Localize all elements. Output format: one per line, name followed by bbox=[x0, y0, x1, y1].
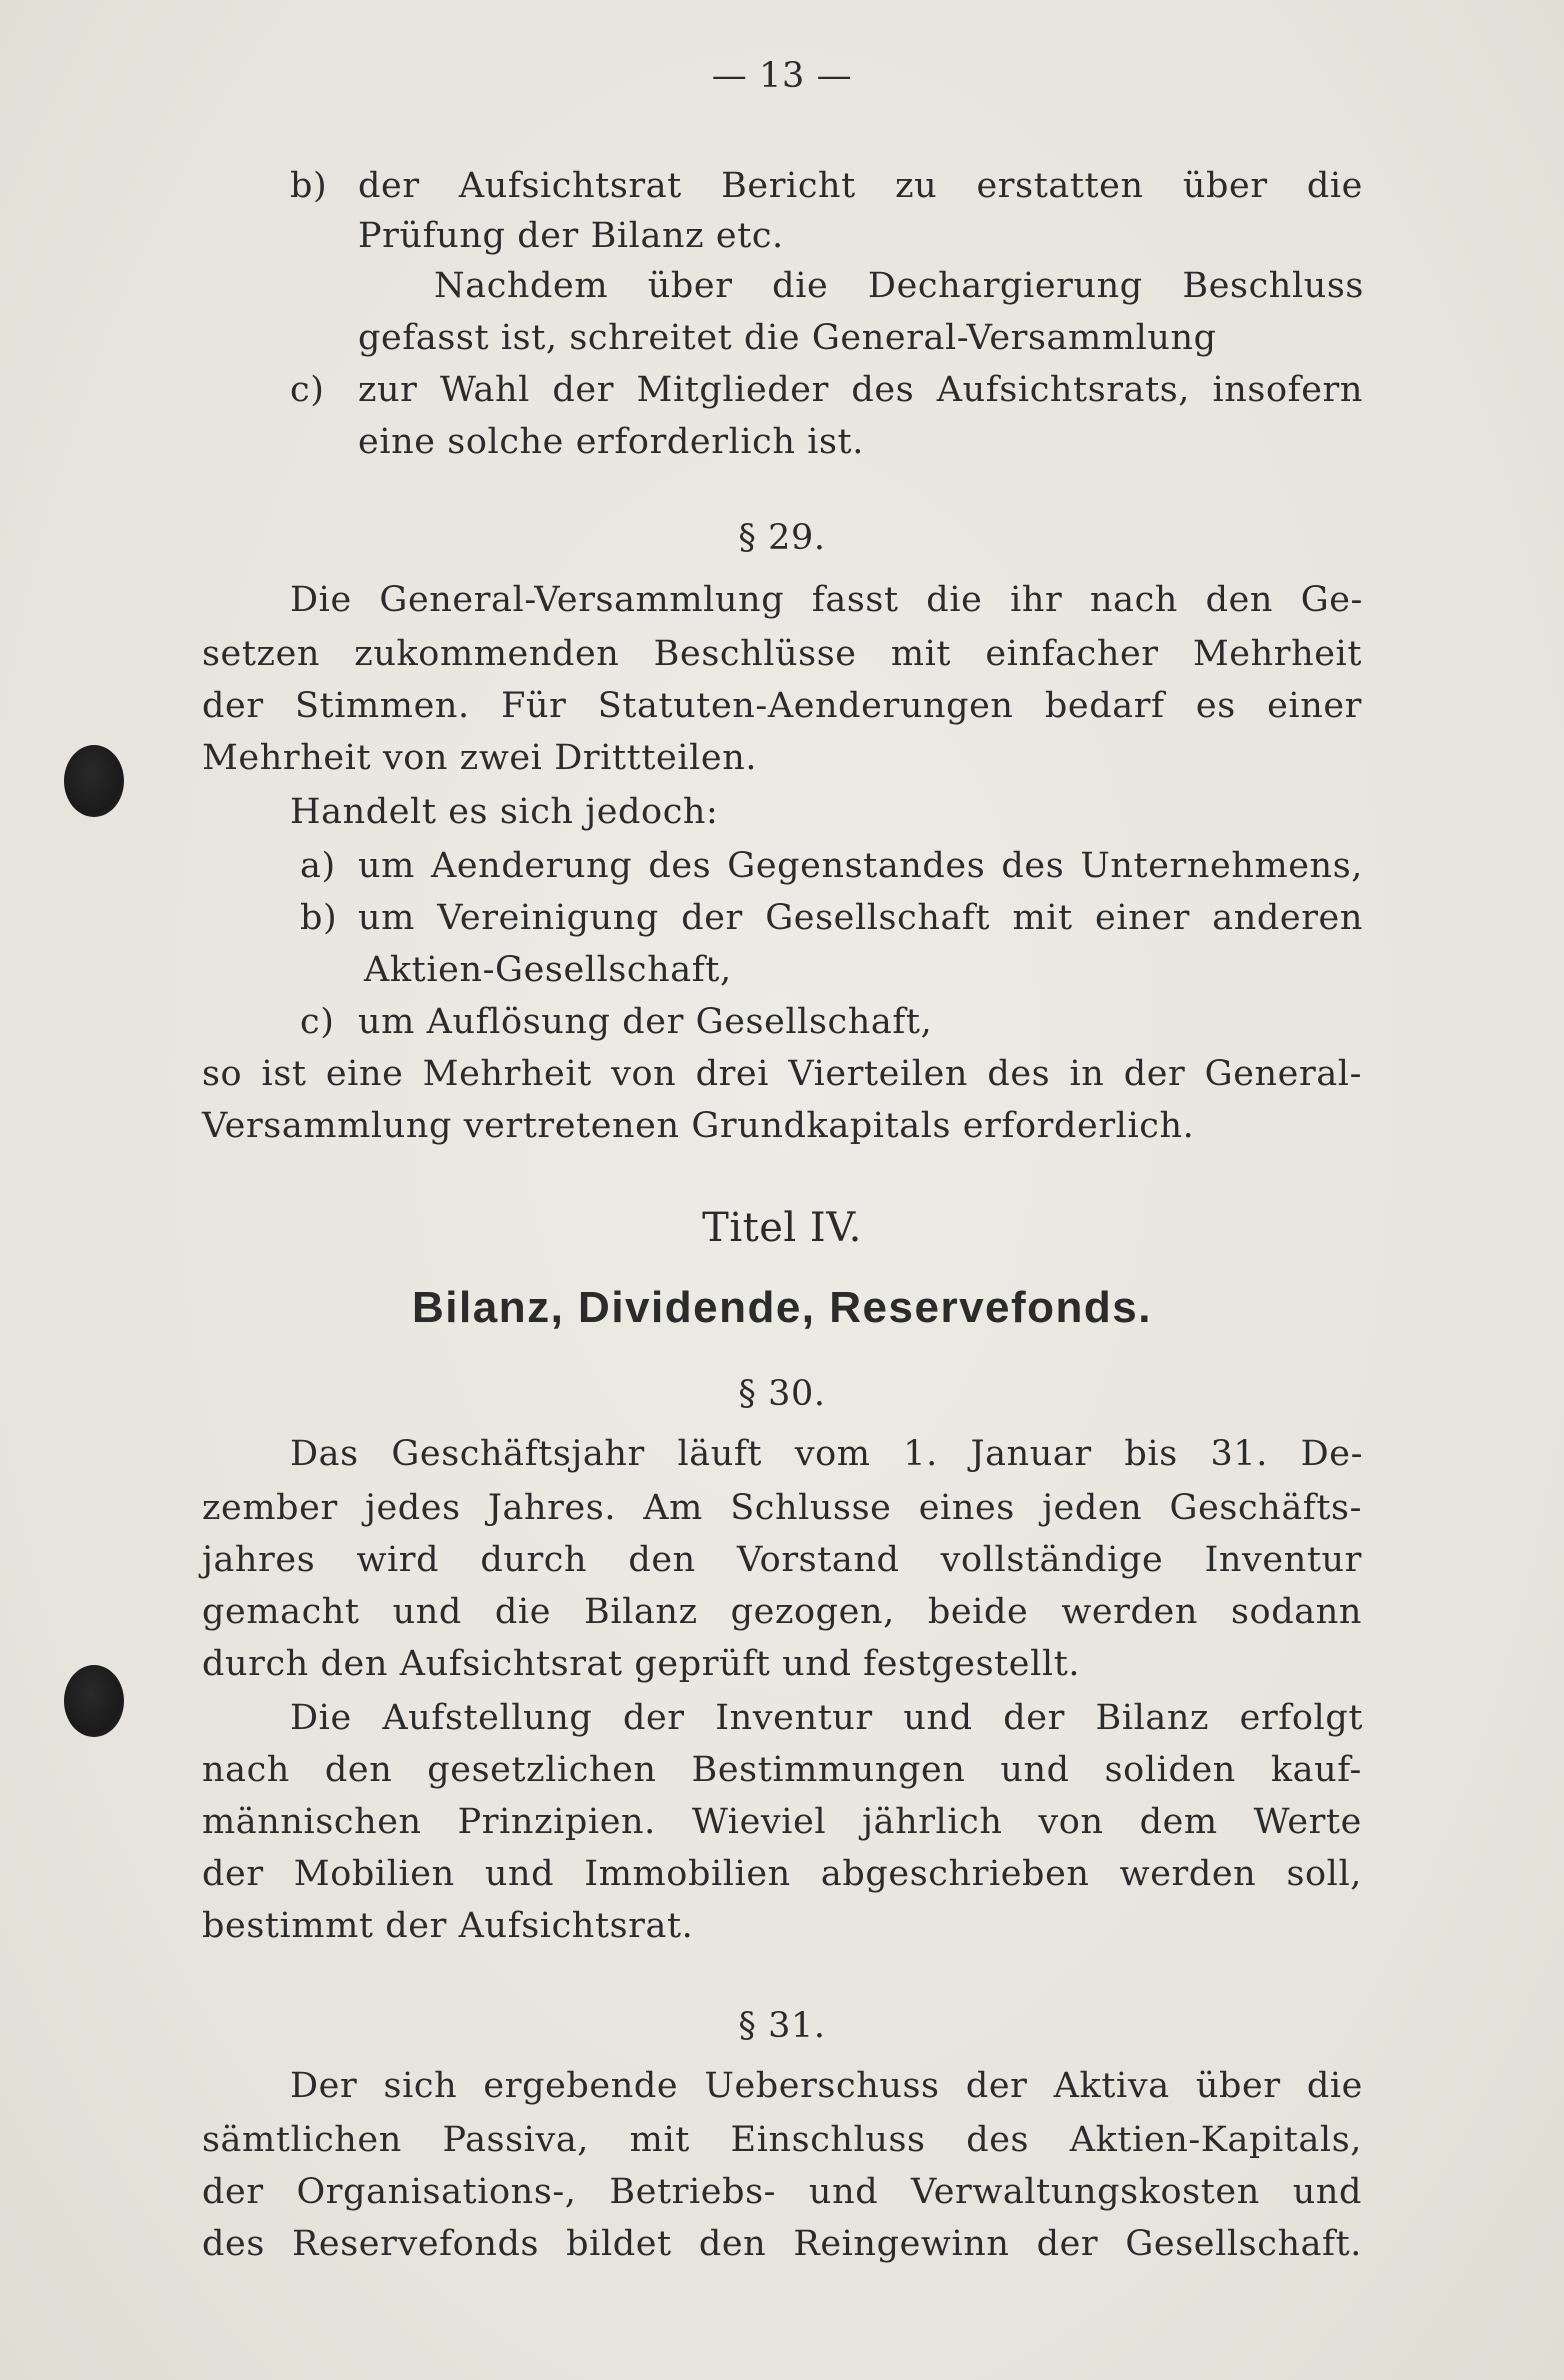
text-line: um Aenderung des Gegenstandes des Unternehmens, bbox=[358, 846, 1363, 886]
title-label: Titel IV. bbox=[702, 1205, 862, 1251]
text-line: Prüfung der Bilanz etc. bbox=[358, 216, 784, 256]
list-marker-c: c) bbox=[300, 1002, 335, 1042]
text-line: der Aufsichtsrat Bericht zu erstatten über die bbox=[358, 166, 1363, 206]
text-line: des Reservefonds bildet den Reingewinn der Gesellschaft. bbox=[202, 2224, 1362, 2264]
text-line: Das Geschäftsjahr läuft vom 1. Januar bis 31. De- bbox=[290, 1434, 1363, 1474]
text-line: setzen zukommenden Beschlüsse mit einfacher Mehrheit bbox=[202, 634, 1362, 674]
text-line: nach den gesetzlichen Bestimmungen und soliden kauf- bbox=[202, 1750, 1362, 1790]
text-line: männischen Prinzipien. Wieviel jährlich von dem Werte bbox=[202, 1802, 1362, 1842]
text-line: durch den Aufsichtsrat geprüft und festgestellt. bbox=[202, 1644, 1081, 1684]
text-line: Versammlung vertretenen Grundkapitals erforderlich. bbox=[202, 1106, 1195, 1146]
text-line: Die General-Versammlung fasst die ihr nach den Ge- bbox=[290, 580, 1363, 620]
text-line: so ist eine Mehrheit von drei Vierteilen des in der General- bbox=[202, 1054, 1362, 1094]
section-heading: § 31. bbox=[738, 2006, 826, 2046]
section-heading: § 30. bbox=[738, 1374, 826, 1414]
text-line: um Vereinigung der Gesellschaft mit einer anderen bbox=[358, 898, 1363, 938]
text-line: zur Wahl der Mitglieder des Aufsichtsrats, insofern bbox=[358, 370, 1363, 410]
list-marker-c: c) bbox=[290, 370, 325, 410]
text-line: gefasst ist, schreitet die General-Versammlung bbox=[358, 318, 1217, 358]
text-line: jahres wird durch den Vorstand vollständige Inventur bbox=[202, 1540, 1362, 1580]
text-line: eine solche erforderlich ist. bbox=[358, 422, 864, 462]
text-line: sämtlichen Passiva, mit Einschluss des Aktien-Kapitals, bbox=[202, 2120, 1362, 2160]
text-line: der Stimmen. Für Statuten-Aenderungen bedarf es einer bbox=[202, 686, 1362, 726]
text-line: gemacht und die Bilanz gezogen, beide werden sodann bbox=[202, 1592, 1362, 1632]
title-heading: Bilanz, Dividende, Reservefonds. bbox=[412, 1283, 1152, 1332]
punch-hole-top bbox=[64, 745, 124, 817]
section-heading: § 29. bbox=[738, 518, 826, 558]
text-line: der Organisations-, Betriebs- und Verwaltungskosten und bbox=[202, 2172, 1362, 2212]
text-line: Handelt es sich jedoch: bbox=[290, 792, 719, 832]
text-line: Der sich ergebende Ueberschuss der Aktiva über die bbox=[290, 2066, 1363, 2106]
text-line: um Auflösung der Gesellschaft, bbox=[358, 1002, 933, 1042]
page-number: — 13 — bbox=[711, 56, 853, 96]
text-line: Mehrheit von zwei Drittteilen. bbox=[202, 738, 758, 778]
list-marker-b: b) bbox=[290, 166, 328, 206]
text-line: Die Aufstellung der Inventur und der Bilanz erfolgt bbox=[290, 1698, 1363, 1738]
text-line: der Mobilien und Immobilien abgeschrieben werden soll, bbox=[202, 1854, 1362, 1894]
list-marker-a: a) bbox=[300, 846, 336, 886]
text-line: Aktien-Gesellschaft, bbox=[364, 950, 732, 990]
text-line: bestimmt der Aufsichtsrat. bbox=[202, 1906, 694, 1946]
punch-hole-bottom bbox=[64, 1665, 124, 1737]
text-line: Nachdem über die Dechargierung Beschluss bbox=[434, 266, 1364, 306]
text-line: zember jedes Jahres. Am Schlusse eines jeden Geschäfts- bbox=[202, 1488, 1362, 1528]
list-marker-b: b) bbox=[300, 898, 338, 938]
